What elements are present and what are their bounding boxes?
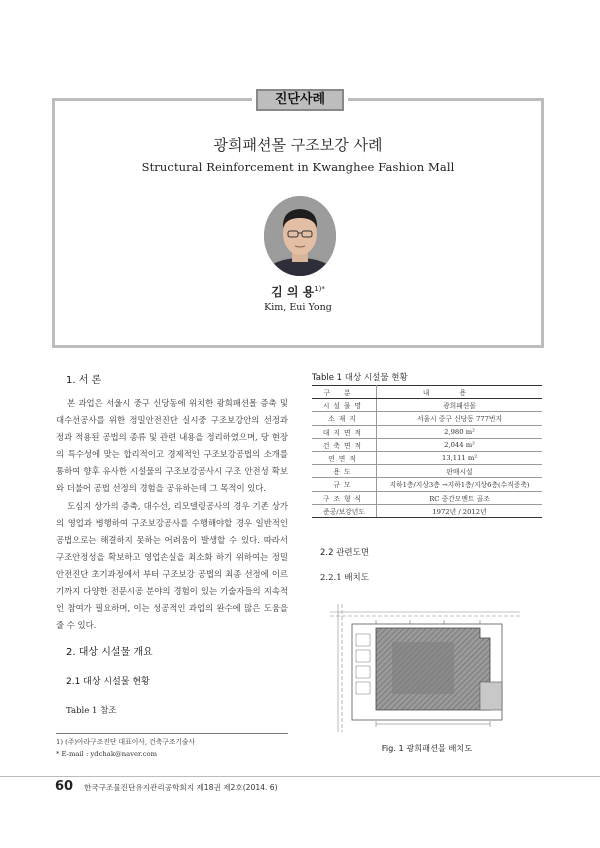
title-english: Structural Reinforcement in Kwanghee Fashion Mall (141, 160, 455, 174)
section-2-1-text: Table 1 참조 (66, 706, 117, 716)
table-row (312, 438, 542, 451)
section-2-2-1-heading: 2.2.1 배치도 (320, 573, 369, 583)
table-row-label: 규모 (312, 478, 377, 491)
table-row-value: 서울시 중구 신당동 777번지 (377, 412, 543, 425)
table-row (312, 504, 542, 517)
site-plan-figure (330, 594, 530, 734)
table-header-content: 내용 (377, 386, 543, 399)
table-row-label: 시설물명 (312, 399, 377, 412)
footnote-email: * E-mail : ydchak@naver.com (56, 750, 158, 758)
footer-rule (0, 776, 600, 777)
table-row-value: 1972년 / 2012년 (377, 504, 543, 517)
table-row (312, 478, 542, 491)
table-row (312, 412, 542, 425)
table-row (312, 491, 542, 504)
table-header-row (312, 386, 542, 399)
section-1-paragraph-1: 본 과업은 서울시 중구 신당동에 위치한 광희패션몰 증축 및 대수선공사를 위한 정밀안전진단 실시중 구조보강안의 선정과 정과 적용된 공법의 종류 및 관련 내용을 정리하였으며, 당 현장의 특수성에 맞는 합리적이고 경제적인 구조보강공법의 소개를 통하여 향후 유사한 시설물의 구조보강공사시 구조 안전성 확보와 더불어 공법 선정의 경험을 공유하는데 그 목적이 있다. (56, 398, 288, 494)
footnote-rule (56, 733, 288, 734)
section-1-paragraph-2: 도심지 상가의 증축, 대수선, 리모델링공사의 경우 기존 상가의 영업과 병행하여 구조보강공사를 수행해야할 경우 일반적인 공법으로는 해결하지 못하는 어려움이 발생할 수 있다. 따라서 구조안정성을 확보하고 영업손실을 최소화 하기 위하여는 정밀안전진단 초기과정에서 부터 구조보강 공법의 최종 선정에 이르기까지 다양한 전문시공 분야의 경험이 있는 기술자들의 지속적인 참여가 필요하며, 이는 성공적인 과업의 완수에 많은 도움을 줄 수 있다. (56, 500, 288, 631)
table-row-value: 2,044 m² (377, 438, 543, 451)
section-2-1-heading: 2.1 대상 시설물 현황 (66, 677, 150, 687)
figure-1-caption: Fig. 1 광희패션몰 배치도 (381, 743, 473, 753)
section-2-2-heading: 2.2 관련도면 (320, 548, 370, 558)
table-row-label: 연면적 (312, 451, 377, 464)
author-name-korean: 김 의 용$^{1)*}$ (271, 285, 325, 299)
table-row-value: RC 중간모멘트 골조 (377, 491, 543, 504)
journal-reference: 한국구조물진단유지관리공학회지 제18권 제2호(2014. 6) (84, 783, 278, 792)
title-korean: 광희패션몰 구조보강 사례 (213, 136, 383, 154)
table-row-value: 2,980 m² (377, 425, 543, 438)
author-footnote-mark: 1)* (314, 285, 325, 293)
table-row-label: 대지면적 (312, 425, 377, 438)
section-2-heading: 2. 대상 시설물 개요 (66, 647, 153, 658)
table-row (312, 465, 542, 478)
table-row-value: 13,111 m² (377, 451, 543, 464)
author-name-english: Kim, Eui Yong (264, 302, 332, 313)
category-tag: 진단사례 (256, 89, 344, 111)
table-row (312, 451, 542, 464)
table-row-value: 광희패션몰 (377, 399, 543, 412)
author-photo (264, 196, 336, 276)
table-row-label: 소재지 (312, 412, 377, 425)
table-row (312, 399, 542, 412)
table-row-label: 준공/보강년도 (312, 504, 377, 517)
footnote-affiliation: 1) (주)아라구조진단 대표이사, 건축구조기술사 (56, 738, 196, 746)
table-row-label: 용도 (312, 465, 377, 478)
table-1-caption: Table 1 대상 시설물 현황 (312, 373, 408, 383)
section-1-heading: 1. 서 론 (66, 375, 102, 386)
table-row-value: 판매시설 (377, 465, 543, 478)
table-header-category: 구분 (312, 386, 377, 399)
page-number: 60 (55, 779, 74, 794)
table-row-value: 지하1층/지상3층 →지하1층/지상6층(수직증축) (377, 478, 543, 491)
section-1-body (56, 395, 288, 634)
table-1 (312, 385, 542, 518)
table-row-label: 구조형식 (312, 491, 377, 504)
table-row (312, 425, 542, 438)
table-row-label: 건축면적 (312, 438, 377, 451)
